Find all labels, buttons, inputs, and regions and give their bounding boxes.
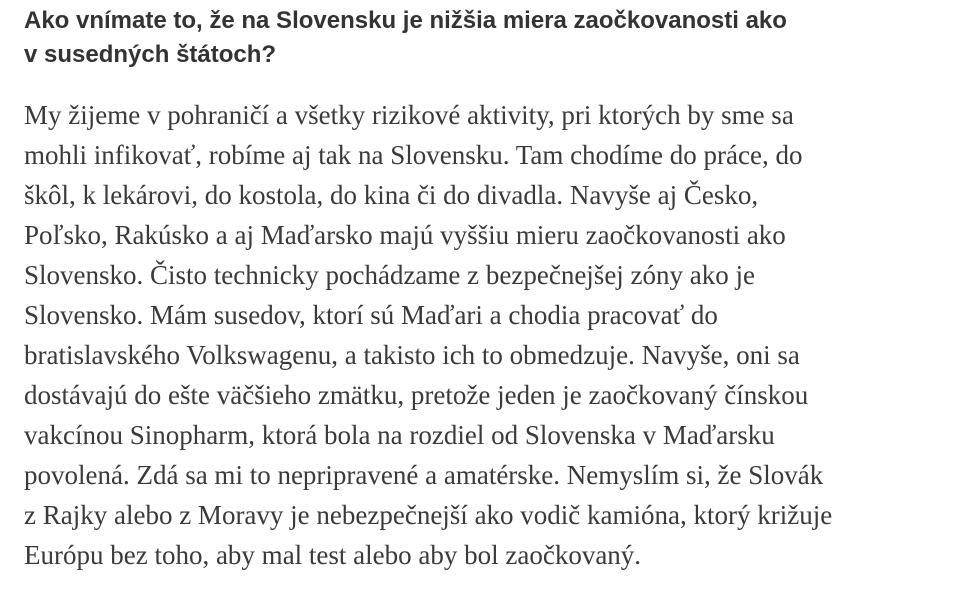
answer-line: z Rajky alebo z Moravy je nebezpečnejší ako vodič kamióna, ktorý križuje <box>24 500 833 530</box>
answer-line: bratislavského Volkswagenu, a takisto ich to obmedzuje. Navyše, oni sa <box>24 340 800 370</box>
answer-line: Poľsko, Rakúsko a aj Maďarsko majú vyššiu mieru zaočkovanosti ako <box>24 220 786 250</box>
answer-line: mohli infikovať, robíme aj tak na Slovensku. Tam chodíme do práce, do <box>24 140 803 170</box>
answer-line: My žijeme v pohraničí a všetky rizikové aktivity, pri ktorých by sme sa <box>24 100 794 130</box>
answer-line: povolená. Zdá sa mi to nepripravené a amatérske. Nemyslím si, že Slovák <box>24 460 824 490</box>
answer-line: Slovensko. Čisto technicky pochádzame z bezpečnejšej zóny ako je <box>24 260 756 290</box>
answer-paragraph <box>24 95 959 575</box>
question-line: Ako vnímate to, že na Slovensku je nižšia miera zaočkovanosti ako <box>24 7 787 34</box>
question-heading <box>24 4 959 72</box>
answer-line: škôl, k lekárovi, do kostola, do kina či do divadla. Navyše aj Česko, <box>24 180 759 210</box>
answer-line: Európu bez toho, aby mal test alebo aby bol zaočkovaný. <box>24 540 642 570</box>
interview-section <box>24 4 959 575</box>
answer-line: Slovensko. Mám susedov, ktorí sú Maďari a chodia pracovať do <box>24 300 718 330</box>
question-line: v susedných štátoch? <box>24 41 277 68</box>
answer-line: vakcínou Sinopharm, ktorá bola na rozdiel od Slovenska v Maďarsku <box>24 420 775 450</box>
answer-line: dostávajú do ešte väčšieho zmätku, pretože jeden je zaočkovaný čínskou <box>24 380 809 410</box>
